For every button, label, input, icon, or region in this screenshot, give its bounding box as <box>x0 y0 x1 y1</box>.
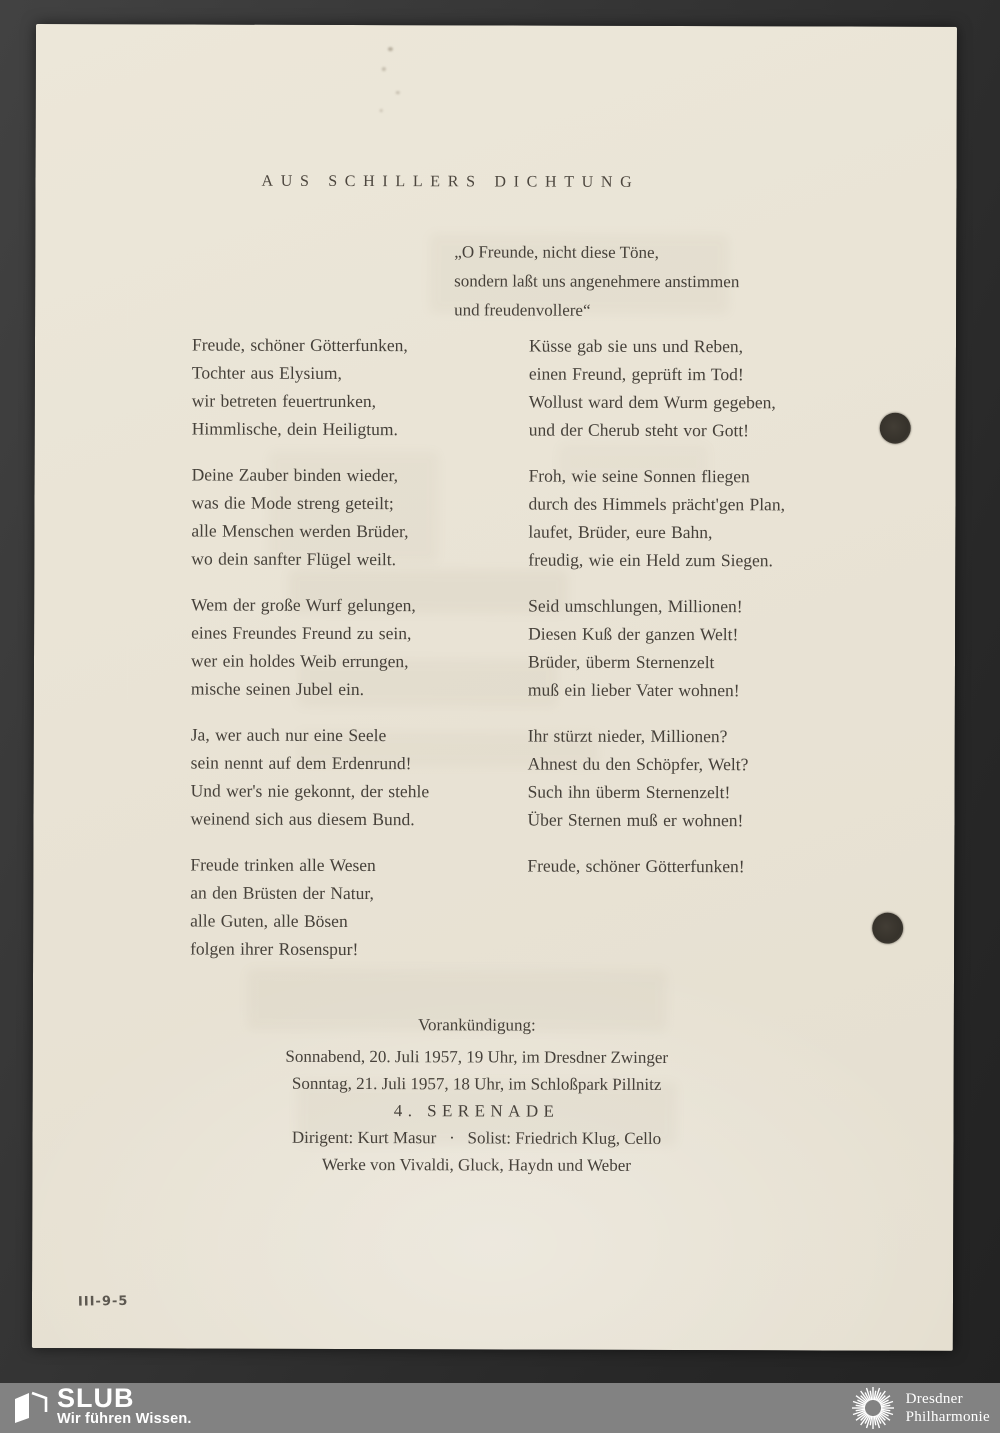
poem-right-column <box>527 332 785 899</box>
poem-line: Wollust ward dem Wurm gegeben, <box>528 391 776 413</box>
poem-line: mische seinen Jubel ein. <box>190 678 365 700</box>
poem-line: eines Freundes Freund zu sein, <box>191 622 412 644</box>
poem-line: an den Brüsten der Natur, <box>190 882 374 904</box>
archive-stamp: III-9-5 <box>77 1293 129 1310</box>
announcement-performers: Dirigent: Kurt Masur · Solist: Friedrich Klug, Cello <box>291 1127 662 1148</box>
epigraph-line: „O Freunde, nicht diese Töne, <box>454 242 659 262</box>
poem-line: Und wer's nie gekonnt, der stehle <box>190 780 430 802</box>
poem-line: folgen ihrer Rosenspur! <box>190 938 359 960</box>
poem-line: Ja, wer auch nur eine Seele <box>190 724 387 746</box>
punch-hole-bottom <box>872 913 903 944</box>
paper-speck <box>382 67 386 71</box>
poem-line: einen Freund, geprüft im Tod! <box>528 363 744 385</box>
poem-line: Freude, schöner Götterfunken! <box>527 855 745 877</box>
poem-line: wer ein holdes Weib errungen, <box>190 650 409 672</box>
poem-line: laufet, Brüder, eure Bahn, <box>528 521 713 543</box>
poem-line: alle Menschen werden Brüder, <box>191 520 409 542</box>
announcement-heading: Vorankündigung: <box>417 1015 536 1035</box>
philharmonie-line1: Dresdner <box>905 1391 963 1407</box>
poem-line: Freude trinken alle Wesen <box>190 854 376 876</box>
announcement-block <box>32 1010 921 1180</box>
poem-line: sein nennt auf dem Erdenrund! <box>190 752 412 774</box>
poem-line: Ihr stürzt nieder, Millionen? <box>527 725 728 747</box>
poem-line: alle Guten, alle Bösen <box>190 910 348 931</box>
stanza-8 <box>528 592 785 705</box>
poem-line: Seid umschlungen, Millionen! <box>528 595 743 617</box>
poem-line: wo dein sanfter Flügel weilt. <box>191 548 397 570</box>
stanza-4 <box>190 720 429 833</box>
epigraph-quote <box>454 237 739 325</box>
page-title: AUS SCHILLERS DICHTUNG <box>261 172 640 191</box>
poem-line: was die Mode streng geteilt; <box>191 492 394 514</box>
poem-line: weinend sich aus diesem Bund. <box>190 808 415 830</box>
stanza-2 <box>191 460 430 573</box>
poem-line: Küsse gab sie uns und Reben, <box>528 335 744 357</box>
poem-line: Freude, schöner Götterfunken, <box>191 334 408 356</box>
stanza-9 <box>527 722 784 835</box>
paper-speck <box>380 109 383 112</box>
poem-line: Ahnest du den Schöpfer, Welt? <box>527 753 749 775</box>
starburst-icon <box>850 1385 896 1431</box>
stanza-7 <box>528 462 785 575</box>
poem-line: Tochter aus Elysium, <box>191 362 342 383</box>
poem-line: freudig, wie ein Held zum Siegen. <box>528 549 773 571</box>
stanza-3 <box>191 590 430 703</box>
poem-line: Such ihn überm Sternenzelt! <box>527 781 731 803</box>
announcement-date-1: Sonnabend, 20. Juli 1957, 19 Uhr, im Dresdner Zwinger <box>285 1046 669 1067</box>
slub-tagline: Wir führen Wissen. <box>57 1411 192 1427</box>
poem-line: Wem der große Wurf gelungen, <box>191 594 416 616</box>
poem-line: durch des Himmels prächt'gen Plan, <box>528 493 785 515</box>
footer-bar <box>0 1383 1000 1433</box>
poem-line: und der Cherub steht vor Gott! <box>528 419 750 441</box>
poem-line: muß ein lieber Vater wohnen! <box>527 679 740 701</box>
announcement-date-2: Sonntag, 21. Juli 1957, 18 Uhr, im Schloßpark Pillnitz <box>291 1073 662 1094</box>
poem-left-column <box>190 330 431 981</box>
epigraph-line: sondern laßt uns angenehmere anstimmen <box>454 271 740 292</box>
poem-line: Über Sternen muß er wohnen! <box>527 809 744 831</box>
philharmonie-text <box>906 1390 990 1426</box>
poem-line: Himmlische, dein Heiligtum. <box>191 418 398 440</box>
paper-speck <box>388 47 393 51</box>
stanza-1 <box>192 330 431 443</box>
poem-line: Deine Zauber binden wieder, <box>191 464 399 486</box>
announcement-works: Werke von Vivaldi, Gluck, Haydn und Weber <box>321 1154 631 1175</box>
slub-name: SLUB <box>57 1383 135 1413</box>
stanza-5 <box>190 850 429 963</box>
poem-line: Diesen Kuß der ganzen Welt! <box>528 623 739 645</box>
closing-line <box>527 852 784 881</box>
slub-text <box>57 1385 192 1427</box>
open-book-icon <box>13 1390 49 1424</box>
poem-line: Brüder, überm Sternenzelt <box>527 651 715 673</box>
paper-speck <box>396 91 400 94</box>
slub-logo <box>13 1385 192 1427</box>
announcement-event: 4. SERENADE <box>393 1101 560 1121</box>
poem-line: wir betreten feuertrunken, <box>191 390 377 412</box>
epigraph-line: und freudenvollere“ <box>454 300 591 320</box>
punch-hole-top <box>880 413 911 444</box>
poem-line: Froh, wie seine Sonnen fliegen <box>528 465 750 487</box>
scanned-page <box>32 24 957 1351</box>
philharmonie-line2: Philharmonie <box>905 1409 990 1425</box>
philharmonie-logo <box>850 1385 990 1431</box>
stanza-6 <box>529 332 786 445</box>
